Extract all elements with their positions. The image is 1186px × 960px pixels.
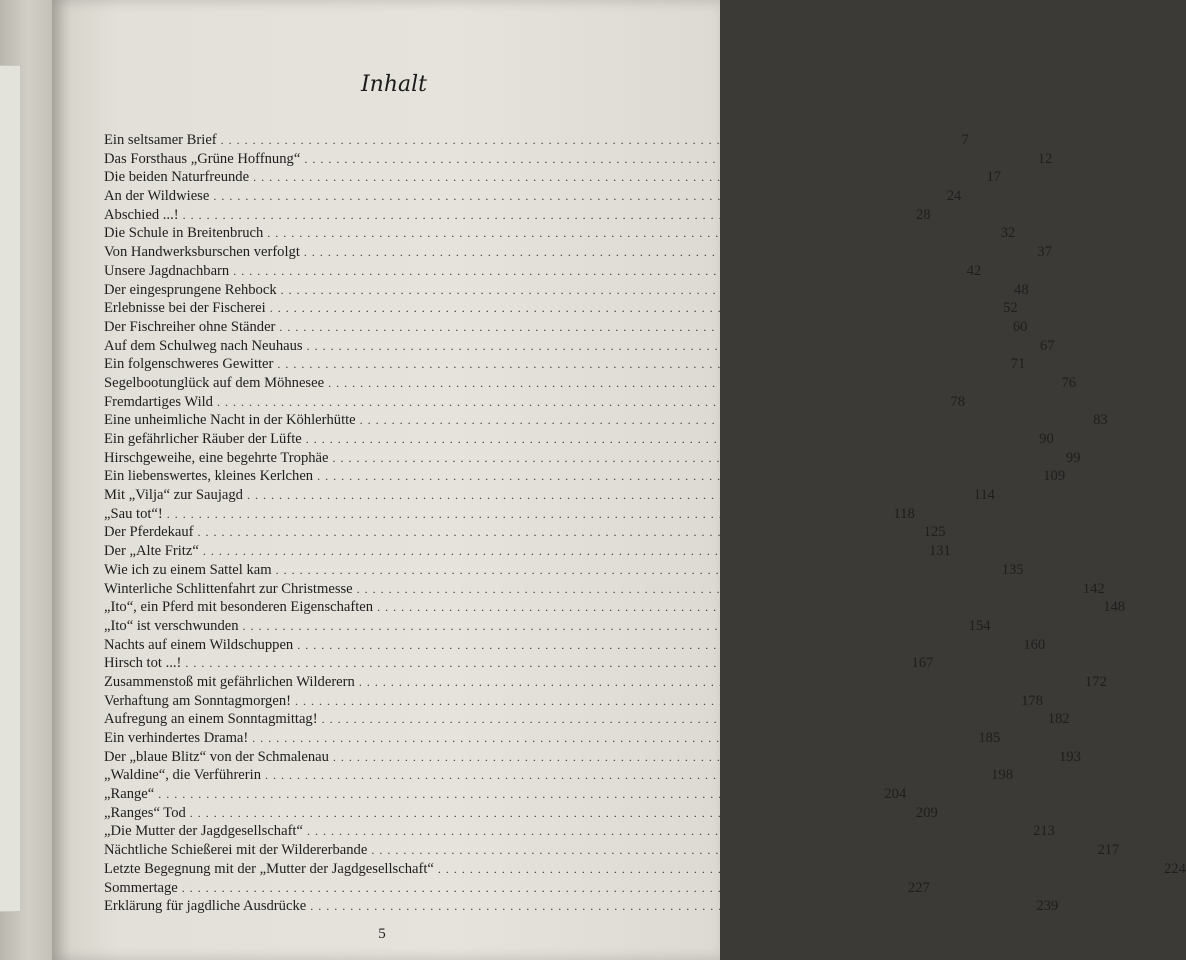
toc-leader-dots: .......................................................................................... xyxy=(310,899,1031,914)
toc-entry-page: 217 xyxy=(1097,842,1120,859)
toc-entry-page: 60 xyxy=(1012,318,1028,335)
toc-leader-dots: .......................................................................................... xyxy=(182,207,903,222)
toc-entry xyxy=(104,505,915,524)
toc-entry-title: Nächtliche Schießerei mit der Wildererbande xyxy=(104,842,368,859)
toc-entry-page: 48 xyxy=(1014,281,1029,298)
toc-entry-title: „Sau tot“! xyxy=(104,505,163,522)
toc-leader-dots: .......................................................................................... xyxy=(356,581,1077,596)
toc-entry xyxy=(104,187,962,206)
toc-entry-page: 52 xyxy=(1003,300,1018,317)
toc-leader-dots: .......................................................................................... xyxy=(246,488,967,503)
toc-entry xyxy=(104,337,1055,356)
toc-entry-title: Von Handwerksburschen verfolgt xyxy=(104,244,300,261)
toc-entry xyxy=(104,879,930,898)
toc-leader-dots: .......................................................................................... xyxy=(377,600,1098,615)
toc-entry-page: 172 xyxy=(1084,673,1107,690)
toc-entry-title: Die Schule in Breitenbruch xyxy=(104,225,264,242)
toc-leader-dots: .......................................................................................... xyxy=(280,282,1001,297)
toc-entry-page: 135 xyxy=(1001,561,1024,578)
toc-entry xyxy=(104,206,931,225)
toc-entry-page: 12 xyxy=(1037,150,1053,167)
toc-leader-dots: .......................................................................................... xyxy=(437,861,1158,876)
toc-entry-title: Hirschgeweihe, eine begehrte Trophäe xyxy=(104,449,329,466)
toc-entry-page: 109 xyxy=(1043,468,1066,485)
toc-leader-dots: .......................................................................................... xyxy=(253,170,974,185)
toc-entry-title: Erlebnisse bei der Fischerei xyxy=(104,300,266,317)
toc-leader-dots: .......................................................................................... xyxy=(306,824,1027,839)
toc-entry-title: Eine unheimliche Nacht in der Köhlerhütte xyxy=(104,412,356,429)
toc-entry-page: 198 xyxy=(991,767,1013,784)
toc-leader-dots: .......................................................................................... xyxy=(304,151,1025,166)
toc-leader-dots: .......................................................................................... xyxy=(202,544,923,559)
toc-leader-dots: .......................................................................................... xyxy=(242,618,963,633)
toc-entry xyxy=(104,224,1016,243)
toc-entry-title: Der Fischreiher ohne Ständer xyxy=(104,318,276,335)
toc-entry-title: „Die Mutter der Jagdgesellschaft“ xyxy=(104,823,303,840)
toc-entry-page: 28 xyxy=(915,206,931,223)
toc-leader-dots: .......................................................................................... xyxy=(265,768,985,783)
toc-entry xyxy=(104,243,1052,262)
toc-entry-page: 224 xyxy=(1163,860,1186,877)
toc-entry-title: Die beiden Naturfreunde xyxy=(104,169,250,186)
toc-leader-dots: .......................................................................................... xyxy=(277,357,998,372)
toc-leader-dots: .......................................................................................... xyxy=(275,562,996,577)
toc-entry-page: 67 xyxy=(1040,337,1055,354)
toc-entry-title: Ein seltsamer Brief xyxy=(104,132,217,148)
toc-leader-dots: .......................................................................................... xyxy=(252,731,973,745)
toc-entry xyxy=(104,486,995,505)
toc-entry-page: 148 xyxy=(1103,599,1126,616)
toc-entry-page: 17 xyxy=(986,169,1002,186)
toc-entry xyxy=(104,523,946,542)
toc-entry xyxy=(104,449,1081,468)
toc-entry-page: 131 xyxy=(928,543,951,560)
book-page xyxy=(52,0,1186,960)
toc-entry xyxy=(104,692,1043,711)
left-page-strip xyxy=(0,65,21,912)
toc-entry-page: 37 xyxy=(1037,244,1052,261)
toc-entry-title: Der „Alte Fritz“ xyxy=(104,543,199,560)
toc-entry xyxy=(104,281,1029,300)
toc-entry-title: Letzte Begegnung mit der „Mutter der Jagdgesellschaft“ xyxy=(104,860,434,877)
toc-entry-page: 227 xyxy=(907,879,930,896)
toc-entry xyxy=(104,168,1002,187)
left-page-edge xyxy=(0,0,52,960)
toc-entry-page: 24 xyxy=(946,188,962,205)
toc-entry-page: 99 xyxy=(1065,449,1081,466)
toc-entry-page: 71 xyxy=(1010,356,1026,373)
toc-entry-title: Das Forsthaus „Grüne Hoffnung“ xyxy=(104,150,301,167)
toc-entry-page: 114 xyxy=(973,487,995,504)
toc-leader-dots: .......................................................................................... xyxy=(306,338,1027,353)
toc-entry xyxy=(104,542,951,561)
toc-entry-title: „Ito“ ist verschwunden xyxy=(104,617,239,634)
toc-leader-dots: .......................................................................................... xyxy=(185,656,906,671)
toc-entry-title: Ein gefährlicher Räuber der Lüfte xyxy=(104,431,302,447)
toc-entry-title: Auf dem Schulweg nach Neuhaus xyxy=(104,337,303,354)
toc-entry-title: Abschied ...! xyxy=(104,206,179,223)
toc-entry xyxy=(104,374,1077,393)
toc-entry-title: Der Pferdekauf xyxy=(104,524,194,541)
toc-leader-dots: .......................................................................................... xyxy=(216,394,937,409)
toc-entry-title: Winterliche Schlittenfahrt zur Christmesse xyxy=(104,580,353,597)
toc-entry-title: Fremdartiges Wild xyxy=(104,393,213,410)
toc-entry-title: Ein verhindertes Drama! xyxy=(104,730,249,746)
toc-entry-title: Der eingesprungene Rehbock xyxy=(104,281,277,298)
toc-entry-page: 90 xyxy=(1039,431,1054,447)
toc-leader-dots: .......................................................................................... xyxy=(305,432,1026,446)
toc-leader-dots: .......................................................................................... xyxy=(279,319,1000,334)
toc-entry-title: Wie ich zu einem Sattel kam xyxy=(104,561,272,578)
toc-leader-dots: .......................................................................................... xyxy=(332,749,1053,764)
toc-entry-title: „Ito“, ein Pferd mit besonderen Eigenschaften xyxy=(104,599,374,616)
toc-entry-title: Ein liebenswertes, kleines Kerlchen xyxy=(104,468,314,485)
toc-leader-dots: .......................................................................................... xyxy=(358,674,1079,689)
toc-entry xyxy=(104,748,1081,767)
toc-leader-dots: .......................................................................................... xyxy=(359,413,1080,428)
toc-entry xyxy=(104,580,1105,599)
toc-entry-title: Mit „Vilja“ zur Saujagd xyxy=(104,487,243,504)
toc-entry xyxy=(104,561,1024,580)
toc-entry-page: 125 xyxy=(923,524,946,541)
toc-leader-dots: .......................................................................................... xyxy=(158,787,879,802)
toc-entry xyxy=(104,860,1186,879)
toc-entry xyxy=(104,598,1126,617)
toc-entry-title: Verhaftung am Sonntagmorgen! xyxy=(104,692,291,709)
toc-entry-page: 154 xyxy=(968,617,991,634)
toc-entry-title: Unsere Jagdnachbarn xyxy=(104,262,230,279)
toc-entry-title: Nachts auf einem Wildschuppen xyxy=(104,636,294,653)
toc-entry-page: 239 xyxy=(1036,898,1059,915)
toc-entry-page: 76 xyxy=(1061,374,1077,391)
toc-entry xyxy=(104,262,982,281)
toc-entry xyxy=(104,785,907,804)
toc-entry-page: 204 xyxy=(884,786,907,803)
toc-entry xyxy=(104,299,1018,318)
toc-entry-page: 182 xyxy=(1047,711,1070,728)
toc-leader-dots: .......................................................................................... xyxy=(189,805,910,820)
toc-entry-title: Der „blaue Blitz“ von der Schmalenau xyxy=(104,748,329,765)
page-title: Inhalt xyxy=(360,72,428,97)
toc-leader-dots: .......................................................................................... xyxy=(317,469,1038,484)
toc-entry-title: Erklärung für jagdliche Ausdrücke xyxy=(104,898,307,915)
page-number: 5 xyxy=(378,926,386,942)
toc-entry-title: „Ranges“ Tod xyxy=(104,804,186,821)
toc-entry xyxy=(104,673,1107,692)
toc-entry-title: Hirsch tot ...! xyxy=(104,655,182,672)
toc-entry xyxy=(104,636,1046,655)
toc-entry-page: 160 xyxy=(1023,636,1046,653)
toc-entry-page: 142 xyxy=(1082,580,1105,597)
toc-entry-title: Ein folgenschweres Gewitter xyxy=(104,356,274,373)
toc-entry xyxy=(104,841,1120,860)
toc-entry-title: Sommertage xyxy=(104,879,178,896)
toc-entry-page: 42 xyxy=(966,262,982,279)
toc-leader-dots: .......................................................................................... xyxy=(371,843,1092,858)
toc-entry xyxy=(104,897,1059,916)
toc-entry-page: 32 xyxy=(1000,225,1016,242)
toc-entry xyxy=(104,355,1026,374)
toc-entry xyxy=(104,729,1001,748)
toc-entry-title: „Waldine“, die Verführerin xyxy=(104,767,261,784)
toc-entry xyxy=(104,766,1013,785)
toc-leader-dots: .......................................................................................... xyxy=(303,245,1024,260)
toc-leader-dots: .......................................................................................... xyxy=(294,693,1015,708)
toc-entry xyxy=(104,617,991,636)
toc-entry xyxy=(104,131,969,150)
toc-entry-page: 193 xyxy=(1059,748,1081,765)
toc-entry xyxy=(104,710,1070,729)
toc-entry-page: 7 xyxy=(961,132,969,148)
toc-entry-page: 209 xyxy=(915,804,938,821)
toc-entry-title: Aufregung an einem Sonntagmittag! xyxy=(104,711,318,728)
toc-leader-dots: .......................................................................................... xyxy=(321,712,1042,727)
toc-entry-page: 167 xyxy=(911,655,934,672)
toc-entry xyxy=(104,467,1066,486)
toc-leader-dots: .......................................................................................... xyxy=(297,637,1018,652)
toc-leader-dots: .......................................................................................... xyxy=(220,133,941,147)
toc-leader-dots: .......................................................................................... xyxy=(269,301,990,316)
toc-entry xyxy=(104,393,965,412)
toc-entry-page: 83 xyxy=(1093,412,1108,429)
toc-entry-title: Zusammenstoß mit gefährlichen Wilderern xyxy=(104,673,355,690)
toc-entry xyxy=(104,804,938,823)
toc-leader-dots: .......................................................................................... xyxy=(328,375,1049,390)
toc-leader-dots: .......................................................................................... xyxy=(267,226,988,241)
toc-entry-page: 185 xyxy=(978,730,1001,746)
toc-entry xyxy=(104,318,1028,337)
toc-leader-dots: .......................................................................................... xyxy=(332,450,1053,465)
toc-entry xyxy=(104,654,934,673)
toc-entry-page: 178 xyxy=(1021,692,1043,709)
toc-entry xyxy=(104,150,1053,169)
toc-entry-title: An der Wildwiese xyxy=(104,188,210,205)
table-of-contents xyxy=(104,131,1186,916)
toc-leader-dots: .......................................................................................... xyxy=(181,880,902,895)
toc-entry xyxy=(104,430,1054,449)
toc-entry-title: Segelbootunglück auf dem Möhnesee xyxy=(104,374,325,391)
toc-leader-dots: .......................................................................................... xyxy=(233,263,954,278)
toc-entry-page: 118 xyxy=(893,505,915,522)
toc-entry-page: 78 xyxy=(950,393,965,410)
toc-entry-title: „Range“ xyxy=(104,786,155,803)
toc-entry-page: 213 xyxy=(1033,823,1055,840)
toc-entry xyxy=(104,411,1108,430)
toc-leader-dots: .......................................................................................... xyxy=(197,525,918,540)
toc-entry xyxy=(104,822,1055,841)
toc-leader-dots: .......................................................................................... xyxy=(213,189,934,204)
toc-leader-dots: .......................................................................................... xyxy=(166,506,887,521)
